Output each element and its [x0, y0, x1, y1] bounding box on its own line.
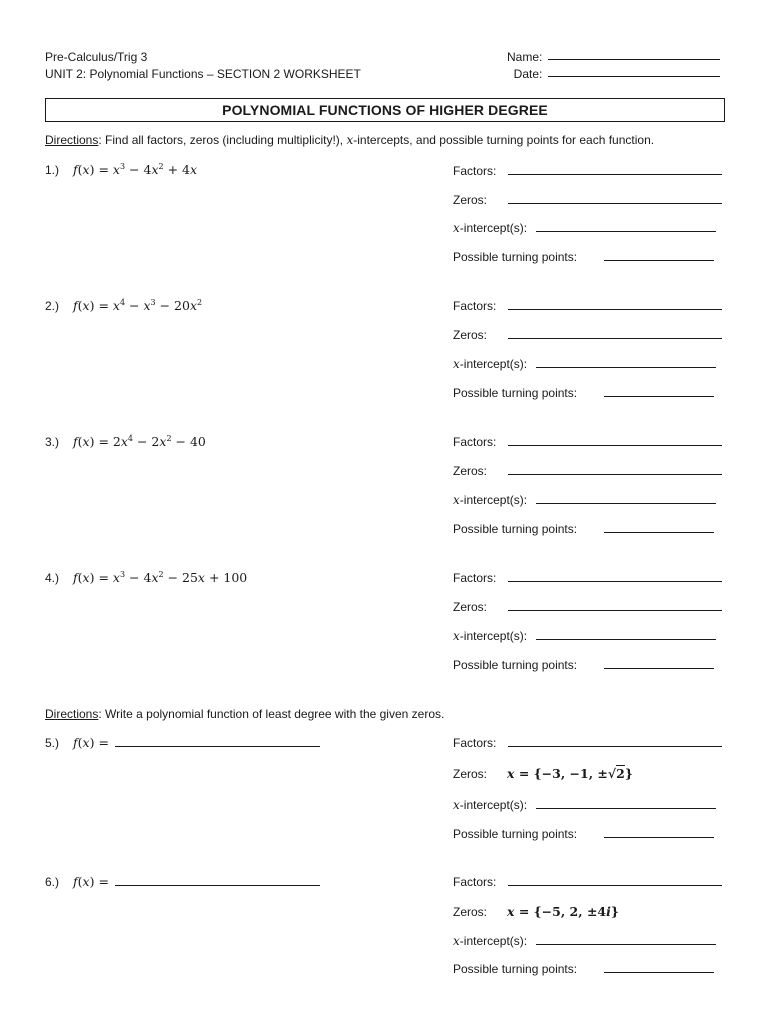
problem-number: 6.) — [45, 875, 60, 889]
factors-label: Factors: — [453, 736, 497, 750]
zeros-label: Zeros: — [453, 328, 488, 342]
zeros-row-2 — [453, 328, 722, 342]
intercepts-label: x-intercept(s): — [453, 357, 528, 371]
turning-label: Possible turning points: — [453, 386, 578, 400]
turning-blank[interactable] — [604, 250, 714, 261]
name-row — [507, 49, 720, 66]
problem-number: 1.) — [45, 163, 60, 177]
directions-label: Directions — [45, 707, 99, 721]
intercepts-blank[interactable] — [536, 493, 716, 504]
factors-blank[interactable] — [508, 299, 722, 310]
zeros-blank[interactable] — [508, 464, 722, 475]
unit-title: UNIT 2: Polynomial Functions – SECTION 2 WORKSHEET — [45, 67, 361, 81]
intercepts-label: x-intercept(s): — [453, 934, 528, 948]
zeros-label: Zeros: — [453, 600, 488, 614]
factors-blank[interactable] — [508, 736, 722, 747]
zeros-row-6 — [453, 904, 619, 919]
turning-row-1 — [453, 250, 714, 264]
problem-number: 4.) — [45, 571, 60, 585]
directions-var: x — [346, 133, 354, 147]
directions-1 — [45, 133, 654, 147]
problem-function: $f(x) = 2x^4 - 2x^2 - 40$ — [73, 434, 206, 449]
date-row — [507, 66, 720, 83]
factors-row-3 — [453, 435, 722, 449]
turning-row-2 — [453, 386, 714, 400]
factors-label: Factors: — [453, 164, 497, 178]
function-answer-blank[interactable] — [115, 875, 320, 886]
intercepts-row-5 — [453, 798, 716, 812]
zeros-label: Zeros: — [453, 193, 488, 207]
problem-number: 2.) — [45, 299, 60, 313]
problem-function: f(x) = — [73, 735, 109, 750]
zeros-blank[interactable] — [508, 193, 722, 204]
intercepts-label: x-intercept(s): — [453, 798, 528, 812]
turning-blank[interactable] — [604, 962, 714, 973]
zeros-row-3 — [453, 464, 722, 478]
intercepts-row-4 — [453, 629, 716, 643]
problem-function: $f(x) = x^4 - x^3 - 20x^2$ — [73, 298, 203, 313]
intercepts-blank[interactable] — [536, 798, 716, 809]
factors-label: Factors: — [453, 299, 497, 313]
intercepts-blank[interactable] — [536, 934, 716, 945]
turning-label: Possible turning points: — [453, 658, 578, 672]
factors-row-2 — [453, 299, 722, 313]
problem-1 — [45, 162, 197, 177]
name-label: Name: — [507, 50, 543, 64]
page-title: POLYNOMIAL FUNCTIONS OF HIGHER DEGREE — [45, 98, 725, 122]
zeros-blank[interactable] — [508, 328, 722, 339]
intercepts-row-6 — [453, 934, 716, 948]
problem-2 — [45, 298, 202, 313]
turning-blank[interactable] — [604, 658, 714, 669]
turning-blank[interactable] — [604, 522, 714, 533]
turning-row-3 — [453, 522, 714, 536]
name-field[interactable] — [548, 49, 720, 60]
factors-label: Factors: — [453, 435, 497, 449]
turning-label: Possible turning points: — [453, 827, 578, 841]
intercepts-blank[interactable] — [536, 357, 716, 368]
intercepts-label: x-intercept(s): — [453, 221, 528, 235]
turning-row-6 — [453, 962, 714, 976]
given-zeros: x = {−5, 2, ±4i} — [507, 904, 619, 919]
problem-6 — [45, 874, 320, 889]
given-zeros: x = {−3, −1, ±√2} — [507, 766, 633, 781]
turning-row-5 — [453, 827, 714, 841]
factors-row-6 — [453, 875, 722, 889]
directions-label: Directions — [45, 133, 99, 147]
factors-row-5 — [453, 736, 722, 750]
intercepts-label: x-intercept(s): — [453, 629, 528, 643]
factors-blank[interactable] — [508, 571, 722, 582]
turning-label: Possible turning points: — [453, 522, 578, 536]
problem-function: $f(x) = x^3 - 4x^2 - 25x + 100$ — [73, 570, 248, 585]
function-answer-blank[interactable] — [115, 736, 320, 747]
zeros-label: Zeros: — [453, 767, 488, 781]
directions-2 — [45, 707, 444, 721]
zeros-row-5 — [453, 766, 633, 781]
date-field[interactable] — [548, 66, 720, 77]
directions-text-post: -intercepts, and possible turning points for each function. — [353, 133, 655, 147]
intercepts-blank[interactable] — [536, 221, 716, 232]
header-left — [45, 49, 361, 83]
intercepts-label: x-intercept(s): — [453, 493, 528, 507]
factors-row-1 — [453, 164, 722, 178]
factors-blank[interactable] — [508, 435, 722, 446]
course-name: Pre-Calculus/Trig 3 — [45, 50, 148, 64]
intercepts-row-1 — [453, 221, 716, 235]
directions-text: : Write a polynomial function of least degree with the given zeros. — [98, 707, 445, 721]
problem-number: 5.) — [45, 736, 60, 750]
factors-blank[interactable] — [508, 164, 722, 175]
date-label: Date: — [513, 67, 543, 81]
factors-label: Factors: — [453, 875, 497, 889]
turning-row-4 — [453, 658, 714, 672]
turning-blank[interactable] — [604, 827, 714, 838]
problem-5 — [45, 735, 320, 750]
directions-text-pre: : Find all factors, zeros (including multiplicity!), — [98, 133, 347, 147]
zeros-row-1 — [453, 193, 722, 207]
intercepts-row-3 — [453, 493, 716, 507]
factors-row-4 — [453, 571, 722, 585]
factors-blank[interactable] — [508, 875, 722, 886]
turning-blank[interactable] — [604, 386, 714, 397]
problem-function: f(x) = — [73, 874, 109, 889]
problem-3 — [45, 434, 206, 449]
intercepts-blank[interactable] — [536, 629, 716, 640]
zeros-label: Zeros: — [453, 464, 488, 478]
zeros-blank[interactable] — [508, 600, 722, 611]
problem-function: $f(x) = x^3 - 4x^2 + 4x$ — [73, 162, 198, 177]
problem-4 — [45, 570, 247, 585]
intercepts-row-2 — [453, 357, 716, 371]
factors-label: Factors: — [453, 571, 497, 585]
turning-label: Possible turning points: — [453, 962, 578, 976]
zeros-row-4 — [453, 600, 722, 614]
header-right — [507, 49, 720, 83]
problem-number: 3.) — [45, 435, 60, 449]
turning-label: Possible turning points: — [453, 250, 578, 264]
zeros-label: Zeros: — [453, 905, 488, 919]
